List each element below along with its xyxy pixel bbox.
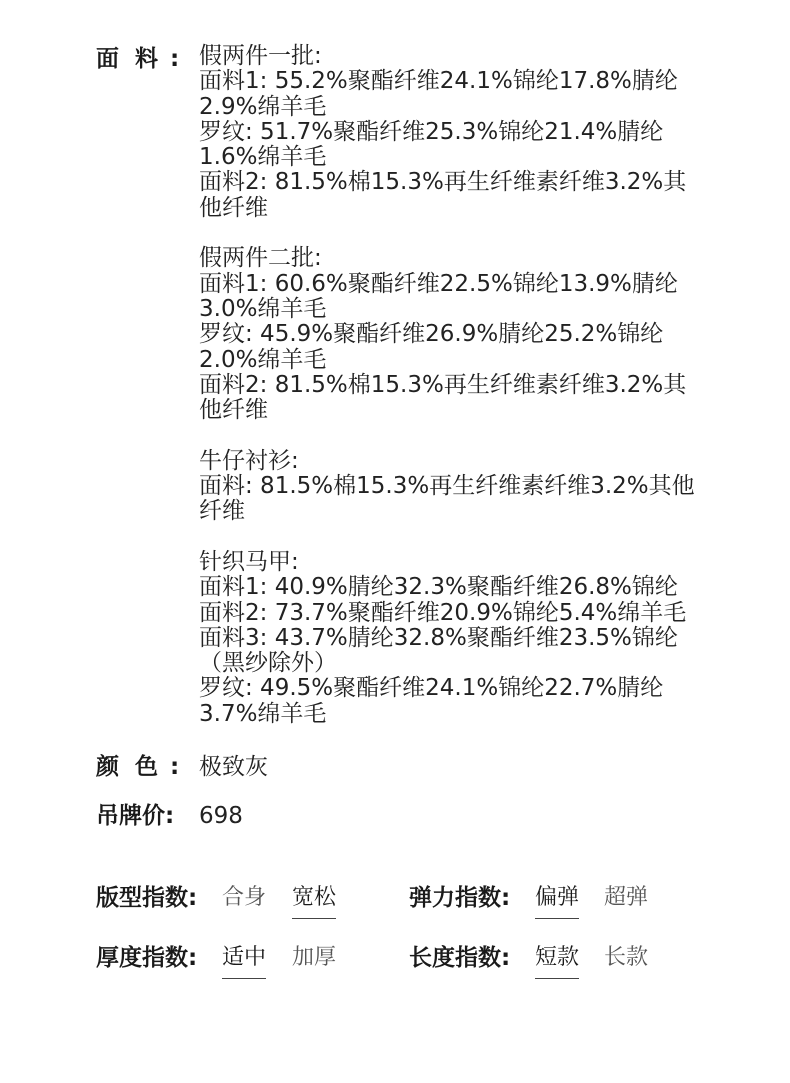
fabric-line: 假两件一批: <box>199 43 322 69</box>
tag-price-value: 698 <box>199 803 243 829</box>
fabric-line: 假两件二批: <box>199 245 322 272</box>
fabric-spacer <box>199 525 759 550</box>
fabric-composition-list <box>199 44 759 727</box>
stretch-option-super: 超弹 <box>604 885 649 910</box>
fabric-line: 罗纹: 45.9%聚酯纤维26.9%腈纶25.2%锦纶 <box>199 321 664 348</box>
fabric-line: 3.7%绵羊毛 <box>199 700 327 727</box>
fabric-colon: : <box>170 46 180 72</box>
color-colon: : <box>170 754 180 780</box>
fabric-line: 纤维 <box>199 498 245 525</box>
color-value: 极致灰 <box>199 754 268 780</box>
tag-price-label: 吊牌价: <box>96 803 175 829</box>
fabric-label: 面 料 <box>96 46 159 72</box>
length-index-label: 长度指数: <box>409 945 511 971</box>
stretch-index-label: 弹力指数: <box>409 885 511 911</box>
thickness-option-thick: 加厚 <box>292 945 337 970</box>
fabric-line: 牛仔衬衫: <box>199 447 299 474</box>
fabric-line: 3.0%绵羊毛 <box>199 295 327 322</box>
fabric-line: 面料: 81.5%棉15.3%再生纤维素纤维3.2%其他 <box>199 473 695 500</box>
fabric-line: （黑纱除外） <box>199 650 337 677</box>
thickness-index-label: 厚度指数: <box>96 945 198 971</box>
fabric-line: 面料2: 73.7%聚酯纤维20.9%锦纶5.4%绵羊毛 <box>199 599 687 626</box>
fabric-line: 面料2: 81.5%棉15.3%再生纤维素纤维3.2%其 <box>199 371 687 398</box>
fabric-line: 他纤维 <box>199 397 268 424</box>
fabric-line: 面料3: 43.7%腈纶32.8%聚酯纤维23.5%锦纶 <box>199 624 678 651</box>
fit-index-label: 版型指数: <box>96 885 198 911</box>
fabric-line: 罗纹: 49.5%聚酯纤维24.1%锦纶22.7%腈纶 <box>199 675 664 702</box>
fit-option-regular: 合身 <box>222 885 267 910</box>
fabric-line: 针织马甲: <box>199 548 299 575</box>
fabric-line: 面料1: 40.9%腈纶32.3%聚酯纤维26.8%锦纶 <box>199 574 678 601</box>
fabric-line: 面料2: 81.5%棉15.3%再生纤维素纤维3.2%其 <box>199 169 687 196</box>
fabric-line: 面料1: 60.6%聚酯纤维22.5%锦纶13.9%腈纶 <box>199 270 678 297</box>
thickness-option-moderate: 适中 <box>222 944 266 979</box>
stretch-option-medium: 偏弹 <box>535 884 579 919</box>
fabric-line: 他纤维 <box>199 194 268 221</box>
color-label: 颜 色 <box>96 754 159 780</box>
fabric-line: 罗纹: 51.7%聚酯纤维25.3%锦纶21.4%腈纶 <box>199 118 664 145</box>
fabric-spacer <box>199 423 759 448</box>
fabric-line: 2.0%绵羊毛 <box>199 346 327 373</box>
fit-option-loose: 宽松 <box>292 884 336 919</box>
fabric-line: 1.6%绵羊毛 <box>199 144 327 171</box>
fabric-spacer <box>199 221 759 246</box>
fabric-line: 面料1: 55.2%聚酯纤维24.1%锦纶17.8%腈纶 <box>199 68 678 95</box>
length-option-short: 短款 <box>535 944 579 979</box>
length-option-long: 长款 <box>604 945 649 970</box>
fabric-line: 2.9%绵羊毛 <box>199 93 327 120</box>
